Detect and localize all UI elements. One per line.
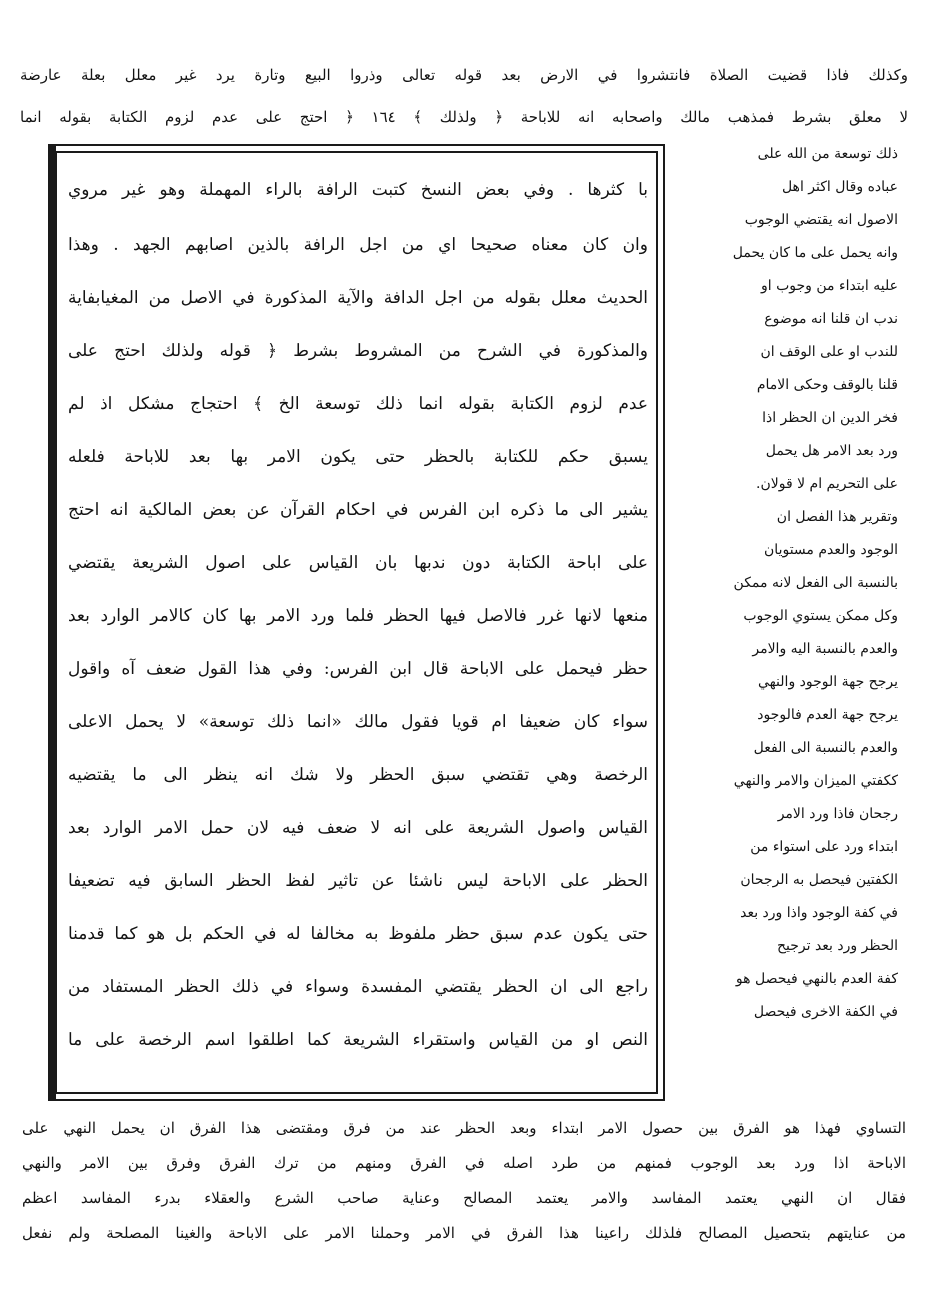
margin-line: قلنا بالوقف وحكى الامام <box>756 377 898 393</box>
margin-line: الحظر ورد بعد ترجيح <box>776 938 898 954</box>
commentary-line: يسبق حكم للكتابة بالحظر حتى يكون الامر بها بعد للاباحة فلعله <box>68 447 648 467</box>
margin-line: يرجح جهة الوجود والنهي <box>757 674 898 690</box>
margin-line: يرجح جهة العدم فالوجود <box>757 707 898 723</box>
bottom-line: فقال ان النهي يعتمد المفاسد والامر يعتمد المصالح وعناية صاحب الشرع والعقلاء بدرء المفاسد اعظم <box>22 1189 906 1207</box>
margin-line: في كفة الوجود واذا ورد بعد <box>740 905 898 921</box>
commentary-line: الحظر على الاباحة ليس ناشئا عن تاثير لفظ الحظر السابق فيه تضعيفا <box>68 871 648 891</box>
commentary-line: الرخصة وهي تقتضي سبق الحظر ولا شك انه ينظر الى ما يقتضيه <box>68 765 648 785</box>
margin-line: بالنسبة الى الفعل لانه ممكن <box>733 575 898 591</box>
margin-line: والعدم بالنسبة الى الفعل <box>753 740 898 756</box>
commentary-line: راجع الى ان الحظر يقتضي المفسدة وسواء في ذلك الحظر المستفاد من <box>68 977 648 997</box>
commentary-line: يشير الى ما ذكره ابن الفرس في احكام القرآن عن بعض المالكية انه احتج <box>68 500 648 520</box>
margin-line: في الكفة الاخرى فيحصل <box>753 1004 898 1020</box>
margin-line: ككفتي الميزان والامر والنهي <box>733 773 898 789</box>
bottom-line: الاباحة اذا ورد بعد الوجوب فمنهم من طرد اصله في الفرق ومنهم من ترك الفرق وفرق بين الامر والنهي <box>22 1154 906 1172</box>
commentary-line: با كثرها . وفي بعض النسخ كتبت الرافة بالراء المهملة وهو غير مروي <box>68 180 648 200</box>
margin-line: وكل ممكن يستوي الوجوب <box>743 608 898 624</box>
margin-line: فخر الدين ان الحظر اذا <box>762 410 898 426</box>
margin-line: عليه ابتداء من وجوب او <box>761 278 898 294</box>
margin-line: الوجود والعدم مستويان <box>764 542 898 558</box>
margin-line: الكفتين فيحصل به الرجحان <box>740 872 898 888</box>
commentary-line: القياس واصول الشريعة على انه لا ضعف فيه لان حمل الامر الوارد بعد <box>68 818 648 838</box>
commentary-line: سواء كان ضعيفا ام قويا فقول مالك «انما ذلك توسعة» لا يحمل الاعلى <box>68 712 648 732</box>
margin-line: الاصول انه يقتضي الوجوب <box>744 212 898 228</box>
commentary-line: حظر فيحمل على الاباحة قال ابن الفرس: وفي هذا القول ضعف آه واقول <box>68 659 648 679</box>
commentary-line: منعها لانها غرر فالاصل فيها الحظر فلما ورد الامر بها كان كالامر الوارد بعد <box>68 606 648 626</box>
commentary-line: الحديث معلل بقوله من اجل الدافة والآية المذكورة في الاصل من المغيابفاية <box>68 288 648 308</box>
margin-line: وانه يحمل على ما كان يحمل <box>732 245 898 261</box>
margin-line: رجحان فاذا ورد الامر <box>777 806 898 822</box>
commentary-line: النص او من القياس واستقراء الشريعة كما اطلقوا اسم الرخصة على ما <box>68 1030 648 1050</box>
margin-line: وتقرير هذا الفصل ان <box>776 509 898 525</box>
commentary-line: حتى يكون عدم سبق حظر ملفوظ به مخالفا له في الحكم بل هو كما قدمنا <box>68 924 648 944</box>
margin-line: ندب ان قلنا انه موضوع <box>764 311 898 327</box>
margin-line: ذلك توسعة من الله على <box>757 146 898 162</box>
top-line: لا معلق بشرط فمذهب مالك واصحابه انه للاباحة ﴿ ولذلك ﴾ ١٦٤ ﴿ احتج على عدم لزوم الكتابة بقوله انما <box>20 108 908 126</box>
commentary-line: على اباحة الكتابة دون ندبها بان القياس على اصول الشريعة يقتضي <box>68 553 648 573</box>
commentary-line: والمذكورة في الشرح من المشروط بشرط ﴿ قوله ولذلك احتج على <box>68 341 648 361</box>
margin-line: كفة العدم بالنهي فيحصل هو <box>735 971 898 987</box>
bottom-line: من عنايتهم بتحصيل المصالح فلذلك راعينا هذا الفرق في الامر وحملنا الامر على الاباحة والغينا المصلحة ولم نفعل <box>22 1224 906 1242</box>
margin-line: على التحريم ام لا قولان. <box>756 476 898 492</box>
commentary-line: عدم لزوم الكتابة بقوله انما ذلك توسعة الخ ﴾ احتجاج مشكل اذ لم <box>68 394 648 414</box>
bottom-line: التساوي فهذا هو الفرق بين حصول الامر ابتداء وبعد الحظر عند من فرق ومقتضى هذا الفرق ان يحمل النهي على <box>22 1119 906 1137</box>
margin-line: ابتداء ورد على استواء من <box>750 839 898 855</box>
margin-line: ورد بعد الامر هل يحمل <box>765 443 898 459</box>
commentary-line: وان كان معناه صحيحا اي من اجل الرافة بالذين اصابهم الجهد . وهذا <box>68 235 648 255</box>
top-line: وكذلك فاذا قضيت الصلاة فانتشروا في الارض بعد قوله تعالى وذروا البيع وتارة يرد غير معلل بعلة عارضة <box>20 66 908 84</box>
margin-line: عباده وقال اكثر اهل <box>781 179 898 195</box>
margin-line: للندب او على الوقف ان <box>760 344 898 360</box>
margin-line: والعدم بالنسبة اليه والامر <box>752 641 898 657</box>
